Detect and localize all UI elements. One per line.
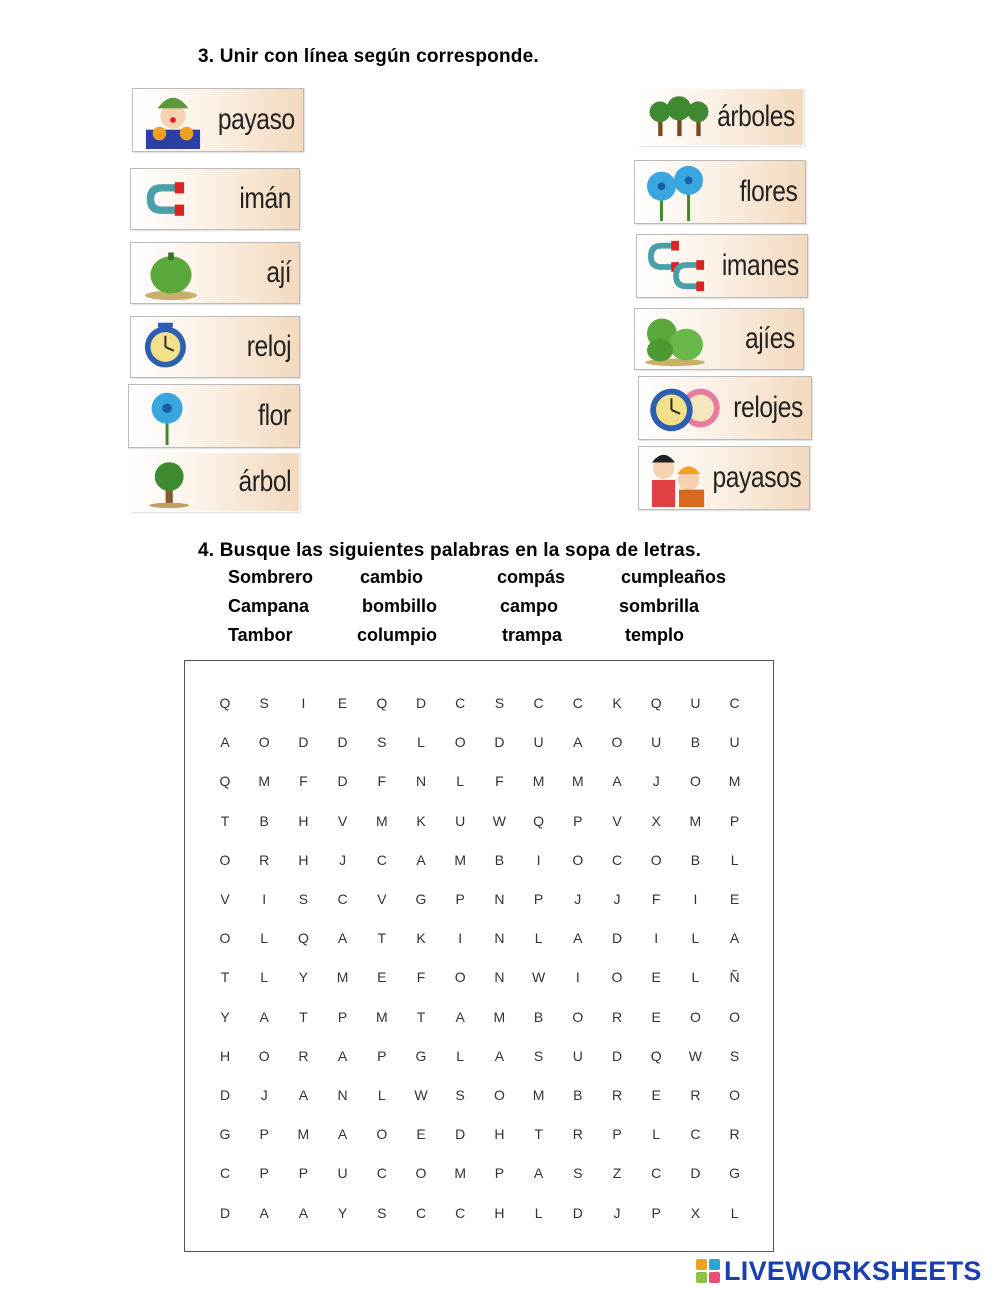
flowers-icon xyxy=(639,163,711,221)
tree-icon xyxy=(135,455,207,509)
clock-icon xyxy=(135,319,207,375)
grid-letter[interactable]: M xyxy=(375,1008,388,1025)
grid-letter[interactable]: K xyxy=(416,930,426,947)
magnets-icon xyxy=(641,237,713,295)
trees-icon xyxy=(643,91,715,143)
grid-letter[interactable]: Y xyxy=(337,1204,348,1221)
grid-letter[interactable]: W xyxy=(414,1087,428,1103)
grid-letter[interactable]: B xyxy=(533,1008,544,1025)
grid-letter[interactable]: R xyxy=(259,851,270,868)
grid-letter[interactable]: O xyxy=(415,1165,427,1182)
grid-letter[interactable]: L xyxy=(417,734,425,751)
grid-letter[interactable]: C xyxy=(337,891,348,907)
grid-letter[interactable]: I xyxy=(458,930,463,947)
grid-letter[interactable]: M xyxy=(454,1165,467,1182)
word: Sombrero xyxy=(228,567,314,587)
grid-letter[interactable]: Y xyxy=(298,969,309,986)
grid-letter[interactable]: H xyxy=(219,1047,231,1064)
card-ajies[interactable] xyxy=(634,308,804,370)
grid-letter[interactable]: D xyxy=(455,1126,466,1143)
grid-letter[interactable]: M xyxy=(532,1087,545,1103)
word: templo xyxy=(625,625,685,645)
card-aji[interactable] xyxy=(130,242,300,304)
grid-letter[interactable]: E xyxy=(729,891,740,907)
grid-letter[interactable]: L xyxy=(691,930,700,947)
card-relojes[interactable] xyxy=(638,376,812,440)
grid-letter[interactable]: Ñ xyxy=(729,969,740,986)
grid-letter[interactable]: Q xyxy=(650,1047,662,1064)
grid-letter[interactable]: M xyxy=(532,773,545,790)
peppers-icon xyxy=(639,311,711,367)
card-label: ají xyxy=(266,256,291,289)
grid-letter[interactable]: W xyxy=(492,812,506,829)
grid-letter[interactable]: P xyxy=(494,1165,505,1182)
grid-letter[interactable]: M xyxy=(258,773,271,790)
card-label: payaso xyxy=(218,103,295,136)
grid-letter[interactable]: A xyxy=(298,1204,309,1221)
grid-letter[interactable]: D xyxy=(690,1165,701,1182)
grid-letter[interactable]: M xyxy=(375,812,388,829)
grid-letter[interactable]: D xyxy=(611,1047,623,1064)
card-imanes[interactable] xyxy=(636,234,808,298)
grid-letter[interactable]: F xyxy=(416,969,426,986)
grid-letter[interactable]: C xyxy=(690,1126,701,1143)
grid-letter[interactable]: L xyxy=(730,851,739,868)
grid-letter[interactable]: B xyxy=(573,1087,583,1103)
grid-letter[interactable]: C xyxy=(455,695,466,711)
grid-letter[interactable]: E xyxy=(416,1126,426,1143)
grid-letter[interactable]: E xyxy=(651,1087,661,1103)
word: sombrilla xyxy=(619,596,700,616)
grid-letter[interactable]: H xyxy=(298,851,309,868)
grid-row xyxy=(185,1087,773,1107)
grid-letter[interactable]: O xyxy=(258,1047,270,1064)
grid-letter[interactable]: T xyxy=(299,1008,308,1025)
grid-letter[interactable]: D xyxy=(337,773,348,790)
grid-row xyxy=(185,734,773,754)
grid-letter[interactable]: J xyxy=(339,851,347,868)
exercise-4-title: 4. Busque las siguientes palabras en la sopa de letras. xyxy=(198,540,702,561)
grid-letter[interactable]: L xyxy=(730,1204,739,1221)
grid-letter[interactable]: A xyxy=(259,1008,269,1025)
grid-letter[interactable]: T xyxy=(416,1008,426,1025)
grid-letter[interactable]: T xyxy=(377,930,387,947)
card-label: relojes xyxy=(733,391,803,424)
grid-letter[interactable]: S xyxy=(494,695,505,711)
word: cambio xyxy=(360,567,424,587)
grid-letter[interactable]: P xyxy=(259,1126,269,1143)
grid-letter[interactable]: A xyxy=(533,1165,544,1182)
grid-letter[interactable]: O xyxy=(689,773,701,790)
grid-letter[interactable]: O xyxy=(729,1087,741,1103)
grid-letter[interactable]: E xyxy=(651,969,661,986)
grid-letter[interactable]: R xyxy=(611,1008,623,1025)
grid-letter[interactable]: R xyxy=(729,1126,740,1143)
grid-row xyxy=(185,1048,773,1068)
grid-letter[interactable]: H xyxy=(494,1126,505,1143)
grid-row xyxy=(185,852,773,872)
grid-letter[interactable]: T xyxy=(220,969,230,986)
card-label: ajíes xyxy=(745,322,795,355)
card-payasos[interactable] xyxy=(638,446,810,510)
word: trampa xyxy=(502,625,563,645)
grid-letter[interactable]: C xyxy=(376,851,387,868)
word: Tambor xyxy=(228,625,293,645)
word-list xyxy=(228,567,788,654)
grid-letter[interactable]: A xyxy=(729,930,740,947)
grid-letter[interactable]: R xyxy=(298,1047,309,1064)
grid-letter[interactable]: N xyxy=(494,969,505,986)
grid-letter[interactable]: P xyxy=(612,1126,622,1143)
clown-icon xyxy=(137,91,209,149)
grid-letter[interactable]: Y xyxy=(220,1008,230,1025)
grid-letter[interactable]: P xyxy=(651,1204,661,1221)
brand-name: LIVEWORKSHEETS xyxy=(724,1255,982,1286)
liveworksheets-logo xyxy=(696,1256,982,1286)
grid-letter[interactable]: I xyxy=(301,695,306,711)
grid-letter[interactable]: D xyxy=(337,734,348,751)
grid-letter[interactable]: B xyxy=(690,851,701,868)
grid-letter[interactable]: D xyxy=(494,734,505,751)
grid-letter[interactable]: B xyxy=(259,812,269,829)
grid-letter[interactable]: L xyxy=(456,1047,465,1064)
grid-letter[interactable]: P xyxy=(533,891,544,907)
word-search-grid[interactable] xyxy=(184,660,774,1252)
card-arbol[interactable] xyxy=(130,452,300,512)
grid-letter[interactable]: P xyxy=(729,812,740,829)
grid-letter[interactable]: S xyxy=(533,1047,544,1064)
grid-letter[interactable]: U xyxy=(337,1165,348,1182)
magnet-icon xyxy=(135,171,207,227)
grid-letter[interactable]: B xyxy=(494,851,505,868)
word: Campana xyxy=(228,596,310,616)
grid-letter[interactable]: P xyxy=(455,891,465,907)
grid-letter[interactable]: V xyxy=(377,891,387,907)
grid-letter[interactable]: Q xyxy=(376,695,388,711)
word: compás xyxy=(497,567,566,587)
clocks-icon xyxy=(643,379,727,437)
grid-row xyxy=(185,813,773,833)
card-label: imán xyxy=(239,182,291,215)
card-flores[interactable] xyxy=(634,160,806,224)
grid-letter[interactable]: S xyxy=(377,734,387,751)
grid-letter[interactable]: A xyxy=(220,734,230,751)
grid-letter[interactable]: N xyxy=(337,1087,348,1103)
card-label: árbol xyxy=(238,465,291,498)
grid-letter[interactable]: C xyxy=(729,695,740,711)
grid-letter[interactable]: A xyxy=(416,851,426,868)
grid-letter[interactable]: L xyxy=(260,969,269,986)
grid-letter[interactable]: H xyxy=(298,812,309,829)
grid-letter[interactable]: E xyxy=(651,1008,661,1025)
grid-letter[interactable]: D xyxy=(219,1087,231,1103)
grid-letter[interactable]: A xyxy=(573,930,583,947)
grid-letter[interactable]: O xyxy=(572,851,584,868)
grid-letter[interactable]: C xyxy=(455,1204,466,1221)
grid-letter[interactable]: M xyxy=(297,1126,310,1143)
grid-row xyxy=(185,969,773,989)
grid-letter[interactable]: O xyxy=(454,734,466,751)
grid-letter[interactable]: S xyxy=(729,1047,740,1064)
grid-letter[interactable]: R xyxy=(611,1087,623,1103)
grid-letter[interactable]: S xyxy=(455,1087,465,1103)
grid-letter[interactable]: D xyxy=(219,1204,231,1221)
word: cumpleaños xyxy=(621,567,727,587)
grid-letter[interactable]: O xyxy=(376,1126,388,1143)
grid-letter[interactable]: V xyxy=(220,891,230,907)
grid-letter[interactable]: R xyxy=(572,1126,583,1143)
grid-letter[interactable]: W xyxy=(531,969,546,986)
grid-letter[interactable]: M xyxy=(336,969,349,986)
card-iman[interactable] xyxy=(130,168,300,230)
grid-letter[interactable]: T xyxy=(534,1126,543,1143)
grid-letter[interactable]: C xyxy=(611,851,623,868)
grid-letter[interactable]: C xyxy=(415,1204,427,1221)
grid-letter[interactable]: C xyxy=(572,695,583,711)
grid-letter[interactable]: A xyxy=(612,773,622,790)
grid-letter[interactable]: D xyxy=(298,734,309,751)
grid-letter[interactable]: A xyxy=(298,1087,309,1103)
grid-letter[interactable]: L xyxy=(456,773,465,790)
grid-row xyxy=(185,1165,773,1185)
grid-letter[interactable]: O xyxy=(258,734,270,751)
grid-letter[interactable]: J xyxy=(613,891,621,907)
grid-letter[interactable]: J xyxy=(613,1204,621,1221)
pepper-icon xyxy=(135,245,207,301)
grid-letter[interactable]: Q xyxy=(219,773,231,790)
grid-letter[interactable]: F xyxy=(495,773,504,790)
grid-letter[interactable]: J xyxy=(260,1087,268,1103)
grid-letter[interactable]: D xyxy=(415,695,427,711)
grid-letter[interactable]: U xyxy=(651,734,662,751)
card-label: árboles xyxy=(717,100,795,133)
grid-letter[interactable]: G xyxy=(415,891,427,907)
word-row xyxy=(228,567,788,596)
grid-letter[interactable]: K xyxy=(612,695,622,711)
grid-letter[interactable]: L xyxy=(377,1087,386,1103)
clowns-icon xyxy=(643,449,715,507)
grid-letter[interactable]: A xyxy=(337,1126,348,1143)
grid-letter[interactable]: O xyxy=(611,734,623,751)
grid-letter[interactable]: L xyxy=(534,930,543,947)
grid-letter[interactable]: A xyxy=(573,734,583,751)
grid-letter[interactable]: E xyxy=(377,969,387,986)
grid-letter[interactable]: P xyxy=(377,1047,387,1064)
grid-letter[interactable]: H xyxy=(494,1204,505,1221)
grid-letter[interactable]: S xyxy=(259,695,269,711)
flower-icon xyxy=(133,387,205,445)
grid-letter[interactable]: W xyxy=(688,1047,702,1064)
grid-letter[interactable]: S xyxy=(573,1165,583,1182)
grid-letter[interactable]: A xyxy=(337,1047,348,1064)
grid-letter[interactable]: C xyxy=(219,1165,231,1182)
grid-letter[interactable]: I xyxy=(262,891,267,907)
grid-letter[interactable]: Q xyxy=(219,695,231,711)
grid-row xyxy=(185,773,773,793)
grid-letter[interactable]: U xyxy=(572,1047,583,1064)
word: bombillo xyxy=(362,596,437,616)
card-label: imanes xyxy=(722,249,799,282)
grid-letter[interactable]: L xyxy=(652,1126,661,1143)
grid-letter[interactable]: U xyxy=(455,812,466,829)
grid-row xyxy=(185,930,773,950)
grid-letter[interactable]: I xyxy=(693,891,698,907)
grid-letter[interactable]: O xyxy=(454,969,466,986)
grid-letter[interactable]: G xyxy=(729,1165,741,1182)
grid-row xyxy=(185,695,773,715)
grid-letter[interactable]: S xyxy=(377,1204,387,1221)
grid-letter[interactable]: V xyxy=(337,812,348,829)
grid-letter[interactable]: P xyxy=(298,1165,309,1182)
grid-letter[interactable]: U xyxy=(729,734,740,751)
exercise-3-title: 3. Unir con línea según corresponde. xyxy=(198,46,539,67)
card-arboles[interactable] xyxy=(638,88,804,146)
grid-letter[interactable]: O xyxy=(219,851,231,868)
grid-letter[interactable]: L xyxy=(260,930,269,947)
grid-letter[interactable]: A xyxy=(337,930,348,947)
grid-letter[interactable]: M xyxy=(728,773,741,790)
grid-letter[interactable]: N xyxy=(494,930,505,947)
grid-letter[interactable]: K xyxy=(416,812,426,829)
card-flor[interactable] xyxy=(128,384,300,448)
word: campo xyxy=(500,596,559,616)
grid-letter[interactable]: F xyxy=(377,773,387,790)
grid-letter[interactable]: C xyxy=(533,695,544,711)
card-label: flor xyxy=(258,399,291,432)
grid-letter[interactable]: B xyxy=(690,734,701,751)
grid-row xyxy=(185,1126,773,1146)
grid-row xyxy=(185,1205,773,1225)
grid-letter[interactable]: U xyxy=(533,734,544,751)
grid-letter[interactable]: N xyxy=(415,773,427,790)
grid-letter[interactable]: E xyxy=(337,695,348,711)
grid-letter[interactable]: V xyxy=(612,812,622,829)
word-row xyxy=(228,596,788,625)
grid-letter[interactable]: P xyxy=(337,1008,348,1025)
grid-letter[interactable]: J xyxy=(652,773,660,790)
grid-letter[interactable]: P xyxy=(259,1165,269,1182)
grid-letter[interactable]: O xyxy=(689,1008,701,1025)
grid-letter[interactable]: G xyxy=(219,1126,231,1143)
grid-letter[interactable]: G xyxy=(415,1047,427,1064)
card-label: reloj xyxy=(246,330,291,363)
grid-letter[interactable]: M xyxy=(493,1008,506,1025)
grid-letter[interactable]: O xyxy=(219,930,231,947)
grid-letter[interactable]: F xyxy=(299,773,308,790)
grid-letter[interactable]: M xyxy=(571,773,584,790)
grid-letter[interactable]: I xyxy=(575,969,580,986)
grid-letter[interactable]: C xyxy=(651,1165,662,1182)
grid-letter[interactable]: Z xyxy=(612,1165,622,1182)
grid-letter[interactable]: I xyxy=(654,930,659,947)
grid-letter[interactable]: Q xyxy=(533,812,545,829)
grid-letter[interactable]: O xyxy=(729,1008,741,1025)
card-payaso[interactable] xyxy=(132,88,304,152)
card-label: payasos xyxy=(712,461,801,494)
grid-letter[interactable]: F xyxy=(651,891,661,907)
grid-letter[interactable]: L xyxy=(691,969,700,986)
grid-letter[interactable]: J xyxy=(574,891,582,907)
grid-letter[interactable]: O xyxy=(650,851,662,868)
grid-letter[interactable]: X xyxy=(651,812,661,829)
grid-row xyxy=(185,1009,773,1029)
grid-letter[interactable]: D xyxy=(572,1204,583,1221)
grid-letter[interactable]: C xyxy=(376,1165,387,1182)
grid-letter[interactable]: N xyxy=(494,891,505,907)
grid-row xyxy=(185,891,773,911)
grid-letter[interactable]: P xyxy=(573,812,583,829)
grid-letter[interactable]: S xyxy=(298,891,309,907)
card-reloj[interactable] xyxy=(130,316,300,378)
grid-letter[interactable]: I xyxy=(536,851,541,868)
grid-letter[interactable]: M xyxy=(454,851,467,868)
grid-letter[interactable]: D xyxy=(611,930,623,947)
liveworksheets-logo-icon xyxy=(696,1259,720,1283)
grid-letter[interactable]: M xyxy=(689,812,702,829)
card-label: flores xyxy=(739,175,797,208)
grid-letter[interactable]: Q xyxy=(650,695,662,711)
grid-letter[interactable]: A xyxy=(494,1047,505,1064)
grid-letter[interactable]: R xyxy=(690,1087,701,1103)
grid-letter[interactable]: O xyxy=(572,1008,584,1025)
word: columpio xyxy=(357,625,437,645)
grid-letter[interactable]: T xyxy=(220,812,230,829)
word-row xyxy=(228,625,788,654)
grid-letter[interactable]: Q xyxy=(297,930,309,947)
grid-letter[interactable]: L xyxy=(534,1204,543,1221)
grid-letter[interactable]: A xyxy=(259,1204,269,1221)
grid-letter[interactable]: A xyxy=(455,1008,465,1025)
grid-letter[interactable]: O xyxy=(611,969,623,986)
grid-letter[interactable]: X xyxy=(690,1204,701,1221)
grid-letter[interactable]: U xyxy=(690,695,701,711)
grid-letter[interactable]: O xyxy=(493,1087,505,1103)
